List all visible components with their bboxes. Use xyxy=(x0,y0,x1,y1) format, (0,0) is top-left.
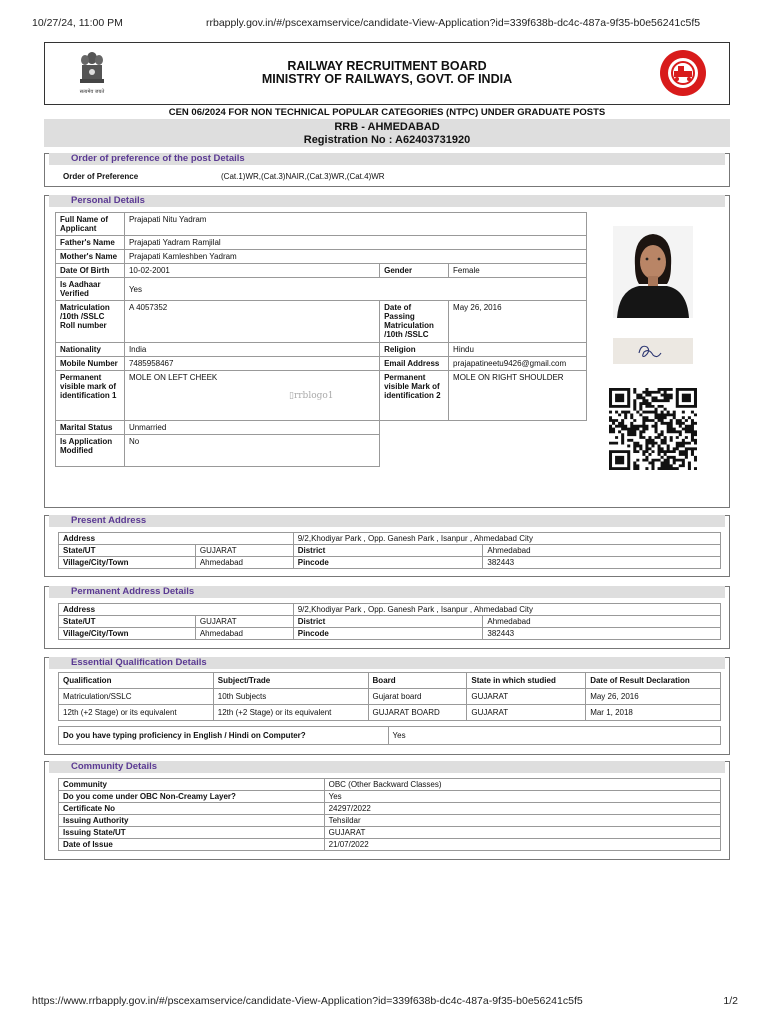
column-header: Board xyxy=(368,673,467,689)
footer-url: https://www.rrbapply.gov.in/#/pscexamservice/candidate-View-Application?id=339f638b-dc4c-487a-9f35-b0e56241c5f5 xyxy=(32,995,583,1007)
indian-railways-logo-icon xyxy=(659,49,707,97)
table-row xyxy=(56,250,587,264)
table-row xyxy=(59,827,721,839)
section-heading: Order of preference of the post Details xyxy=(49,153,725,165)
table-row xyxy=(59,557,721,569)
table-row xyxy=(59,803,721,815)
ministry-title: MINISTRY OF RAILWAYS, GOVT. OF INDIA xyxy=(261,72,513,86)
table-row xyxy=(56,301,587,343)
table-row xyxy=(56,264,587,278)
table-row xyxy=(59,604,721,616)
table-cell: 10th Subjects xyxy=(213,689,368,705)
field-label: State/UT xyxy=(59,545,196,557)
table-cell: 12th (+2 Stage) or its equivalent xyxy=(59,705,214,721)
rrb-name: RRB - AHMEDABAD xyxy=(334,121,440,133)
field-label: Matriculation /10th /SSLC Roll number xyxy=(56,301,125,343)
present-address-table xyxy=(58,532,721,569)
field-label: Permanent visible mark of identification 1 xyxy=(56,371,125,421)
table-row xyxy=(59,839,721,851)
field-value: MOLE ON RIGHT SHOULDER xyxy=(449,371,587,421)
table-row xyxy=(56,421,587,435)
field-value: Yes xyxy=(124,278,586,301)
personal-section xyxy=(44,195,730,508)
field-label: Certificate No xyxy=(59,803,325,815)
field-label: Community xyxy=(59,779,325,791)
table-row xyxy=(59,533,721,545)
cen-title: CEN 06/2024 FOR NON TECHNICAL POPULAR CATEGORIES (NTPC) UNDER GRADUATE POSTS xyxy=(168,107,606,118)
field-value: May 26, 2016 xyxy=(449,301,587,343)
community-section xyxy=(44,761,730,860)
column-header: State in which studied xyxy=(467,673,586,689)
table-row xyxy=(56,236,587,250)
field-label: Pincode xyxy=(293,628,483,640)
personal-details-table xyxy=(55,212,587,467)
table-row xyxy=(59,779,721,791)
field-value: 7485958467 xyxy=(124,357,379,371)
permanent-address-table xyxy=(58,603,721,640)
field-value: Prajapati Yadram Ramjilal xyxy=(124,236,586,250)
table-row xyxy=(59,628,721,640)
column-header: Qualification xyxy=(59,673,214,689)
table-cell: Gujarat board xyxy=(368,689,467,705)
field-value: Hindu xyxy=(449,343,587,357)
registration-number: Registration No : A62403731920 xyxy=(303,134,471,146)
field-label: Email Address xyxy=(380,357,449,371)
qualification-table xyxy=(58,672,721,721)
table-row xyxy=(59,815,721,827)
table-cell: Matriculation/SSLC xyxy=(59,689,214,705)
qr-finder-pattern xyxy=(609,450,630,470)
field-label: Do you have typing proficiency in English / Hindi on Computer? xyxy=(59,727,389,745)
section-heading: Present Address xyxy=(49,515,725,527)
applicant-photo xyxy=(613,226,693,318)
permanent-address-section xyxy=(44,586,730,649)
column-header: Subject/Trade xyxy=(213,673,368,689)
field-value: prajapatineetu9426@gmail.com xyxy=(449,357,587,371)
field-label: District xyxy=(293,545,483,557)
column-header: Date of Result Declaration xyxy=(586,673,721,689)
field-value: Yes xyxy=(324,791,720,803)
field-value: No xyxy=(124,435,379,467)
field-value: Yes xyxy=(388,727,720,745)
qr-finder-pattern xyxy=(676,388,697,408)
field-value: 382443 xyxy=(483,557,721,569)
qr-finder-pattern xyxy=(609,388,630,408)
field-value: Female xyxy=(449,264,587,278)
field-value: A 4057352 xyxy=(124,301,379,343)
field-value: Ahmedabad xyxy=(195,628,293,640)
rrb-banner xyxy=(44,119,730,147)
page-number: 1/2 xyxy=(723,995,738,1007)
field-label: Village/City/Town xyxy=(59,557,196,569)
field-label: Issuing Authority xyxy=(59,815,325,827)
field-label: Mobile Number xyxy=(56,357,125,371)
field-label: Do you come under OBC Non-Creamy Layer? xyxy=(59,791,325,803)
qualification-section xyxy=(44,657,730,755)
field-value: 10-02-2001 xyxy=(124,264,379,278)
field-label: Marital Status xyxy=(56,421,125,435)
field-value: 382443 xyxy=(483,628,721,640)
field-value: GUJARAT xyxy=(195,545,293,557)
field-label: Date of Passing Matriculation /10th /SSLC xyxy=(380,301,449,343)
table-row xyxy=(56,213,587,236)
field-value: GUJARAT xyxy=(195,616,293,628)
qr-code xyxy=(609,388,697,470)
board-header xyxy=(44,42,730,105)
section-heading: Permanent Address Details xyxy=(49,586,725,598)
field-label: Nationality xyxy=(56,343,125,357)
table-row xyxy=(59,705,721,721)
table-row xyxy=(56,435,587,467)
field-label: Address xyxy=(59,533,294,545)
field-value: 9/2,Khodiyar Park , Opp. Ganesh Park , Isanpur , Ahmedabad City xyxy=(293,533,720,545)
table-cell: GUJARAT xyxy=(467,689,586,705)
emblem-text: सत्यमेव जयते xyxy=(79,89,105,95)
field-label: Address xyxy=(59,604,294,616)
table-cell: GUJARAT xyxy=(467,705,586,721)
field-value: OBC (Other Backward Classes) xyxy=(324,779,720,791)
field-value: MOLE ON LEFT CHEEK xyxy=(124,371,379,421)
field-value: Prajapati Nitu Yadram xyxy=(124,213,586,236)
table-header-row xyxy=(59,673,721,689)
table-row xyxy=(59,727,721,745)
print-url: rrbapply.gov.in/#/pscexamservice/candidate-View-Application?id=339f638b-dc4c-487a-9f35-b0e56241c5f5 xyxy=(206,17,701,29)
field-value: 24297/2022 xyxy=(324,803,720,815)
preference-section xyxy=(44,153,730,187)
section-heading: Community Details xyxy=(49,761,725,773)
typing-proficiency-table xyxy=(58,726,721,745)
field-label: Religion xyxy=(380,343,449,357)
empty-cell xyxy=(380,421,587,435)
field-label: Village/City/Town xyxy=(59,628,196,640)
present-address-section xyxy=(44,515,730,577)
field-value: Ahmedabad xyxy=(483,545,721,557)
field-value: Ahmedabad xyxy=(195,557,293,569)
field-label: Mother's Name xyxy=(56,250,125,264)
rrblogo-alt-text: rrblogo1 xyxy=(293,391,334,401)
empty-cell xyxy=(380,435,587,467)
community-table xyxy=(58,778,721,851)
field-value: GUJARAT xyxy=(324,827,720,839)
print-header xyxy=(0,0,768,40)
field-label: Permanent visible Mark of identification 2 xyxy=(380,371,449,421)
field-label: Is Application Modified xyxy=(56,435,125,467)
print-datetime: 10/27/24, 11:00 PM xyxy=(32,17,123,29)
field-label: Full Name of Applicant xyxy=(56,213,125,236)
field-label: Gender xyxy=(380,264,449,278)
table-row xyxy=(59,689,721,705)
applicant-signature xyxy=(613,338,693,364)
table-row xyxy=(59,545,721,557)
table-row xyxy=(56,357,587,371)
field-value: Prajapati Kamleshben Yadram xyxy=(124,250,586,264)
table-row xyxy=(56,343,587,357)
field-value: Tehsildar xyxy=(324,815,720,827)
field-label: Father's Name xyxy=(56,236,125,250)
table-cell: GUJARAT BOARD xyxy=(368,705,467,721)
print-footer xyxy=(0,990,768,1010)
broken-image-icon: ▯rrblogo1 xyxy=(289,391,334,401)
table-row xyxy=(56,278,587,301)
field-value: 21/07/2022 xyxy=(324,839,720,851)
field-label: Pincode xyxy=(293,557,483,569)
preference-label: Order of Preference xyxy=(63,172,139,181)
field-label: Is Aadhaar Verified xyxy=(56,278,125,301)
section-heading: Essential Qualification Details xyxy=(49,657,725,669)
table-cell: May 26, 2016 xyxy=(586,689,721,705)
table-row xyxy=(59,616,721,628)
field-label: Date Of Birth xyxy=(56,264,125,278)
field-label: District xyxy=(293,616,483,628)
field-value: India xyxy=(124,343,379,357)
field-value: Ahmedabad xyxy=(483,616,721,628)
board-title: RAILWAY RECRUITMENT BOARD xyxy=(287,59,487,73)
field-label: State/UT xyxy=(59,616,196,628)
table-cell: 12th (+2 Stage) or its equivalent xyxy=(213,705,368,721)
table-cell: Mar 1, 2018 xyxy=(586,705,721,721)
field-value: Unmarried xyxy=(124,421,379,435)
table-row xyxy=(59,791,721,803)
preference-value: (Cat.1)WR,(Cat.3)NAIR,(Cat.3)WR,(Cat.4)WR xyxy=(221,172,385,181)
field-label: Date of Issue xyxy=(59,839,325,851)
section-heading: Personal Details xyxy=(49,195,725,207)
field-value: 9/2,Khodiyar Park , Opp. Ganesh Park , Isanpur , Ahmedabad City xyxy=(293,604,720,616)
field-label: Issuing State/UT xyxy=(59,827,325,839)
